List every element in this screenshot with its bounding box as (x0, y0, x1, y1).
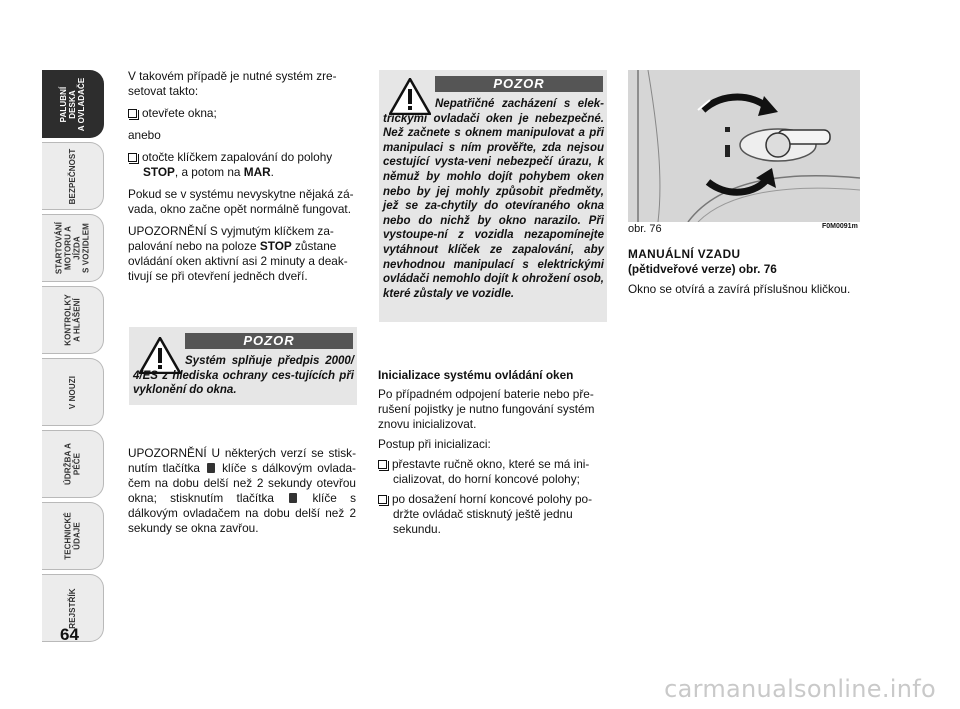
tab-rejstrik[interactable]: REJSTŘÍK (42, 574, 104, 642)
paragraph: Po případném odpojení baterie nebo pře-rušení pojistky je nutno fungování systém znovu inicializovat. (378, 387, 595, 431)
tab-kontrolky[interactable]: KONTROLKY A HLÁŠENÍ (42, 286, 104, 354)
checkbox-bullet-icon (378, 495, 387, 504)
paragraph: anebo (128, 128, 161, 142)
section-heading: MANUÁLNÍ VZADU (628, 247, 741, 261)
checkbox-bullet-icon (128, 153, 137, 162)
unlock-icon (289, 493, 297, 503)
figure-code: F0M0091m (822, 223, 858, 230)
section-heading: Inicializace systému ovládání oken (378, 368, 574, 382)
checkbox-bullet-icon (378, 460, 387, 469)
bullet-item: otočte klíčkem zapalování do polohy STOP, a potom na MAR. (128, 150, 356, 180)
tab-palubni-deska[interactable]: PALUBNÍ DESKA A OVLADAČE (42, 70, 104, 138)
tab-udrzba[interactable]: ÚDRŽBA A PÉČE (42, 430, 104, 498)
warning-box (379, 70, 607, 322)
warning-title: POZOR (435, 76, 603, 92)
window-crank-illustration (628, 70, 860, 222)
section-subheading: (pětidveřové verze) obr. 76 (628, 262, 777, 276)
note-paragraph: UPOZORNĚNÍ S vyjmutým klíčkem za-palování nebo na poloze STOP zůstane ovládání oken aktivní asi 2 minuty a deak-tivují se při otevření jedněch dveří. (128, 224, 348, 283)
column-2 (378, 368, 608, 544)
tab-technicke-udaje[interactable]: TECHNICKÉ ÚDAJE (42, 502, 104, 570)
bullet-item: přestavte ručně okno, které se má ini-cializovat, do horní koncové polohy; (378, 457, 608, 487)
page-number: 64 (60, 625, 79, 644)
paragraph: Okno se otvírá a zavírá příslušnou kličkou. (628, 282, 851, 296)
warning-text: Nepatřičné zacházení s elek-trickými ovladači oken je nebezpečné. Než začnete s oknem manipulovat a při manipulaci s ním prověřte, zda nejsou cestující vysta-veni nebezpečí úrazu, k němuž by mohlo dojít pohybem oken nebo by jej mohly způsobit předměty, jež se za-chytily do otevíraného okna nebo do nichž by okno narazilo. Při vystoupe-ní z vozidla nezapomínejte vytáhnout klíček ze zapalování, aby nevhodnou manipulací s elektrickými ovládači nemohlo dojít k ohrožení osob, které zůstaly ve vozidle. (383, 98, 604, 300)
bullet-item: otevřete okna; (128, 106, 356, 121)
lock-icon (207, 463, 215, 473)
note-paragraph: UPOZORNĚNÍ U některých verzí se stisk-nutím tlačítka klíče s dálkovým ovlada-čem na dobu delší než 2 sekundy otevřou okna; stisknutím tlačítka klíče s dálkovým ovladačem na dobu delší než 2 sekundy se okna zavřou. (128, 446, 356, 535)
warning-text: Systém splňuje předpis 2000/ 4/ES z hlediska ochrany ces-tujících při vyklonění do okna. (133, 355, 354, 397)
figure-caption: obr. 76 (628, 223, 662, 235)
paragraph: Pokud se v systému nevyskytne nějaká zá-vada, okno začne opět normálně fungovat. (128, 187, 354, 216)
paragraph: V takovém případě je nutné systém zre-setovat takto: (128, 69, 337, 98)
paragraph: Postup při inicializaci: (378, 437, 491, 451)
bullet-item: po dosažení horní koncové polohy po-držte ovládač stisknutý ještě jednu sekundu. (378, 492, 608, 537)
watermark: carmanualsonline.info (664, 675, 936, 703)
warning-title: POZOR (185, 333, 353, 349)
warning-box (129, 327, 357, 405)
tab-bezpecnost[interactable]: BEZPEČNOST (42, 142, 104, 210)
tab-v-nouzi[interactable]: V NOUZI (42, 358, 104, 426)
column-3 (628, 247, 863, 304)
column-1 (128, 69, 356, 291)
figure-window-crank (628, 70, 860, 222)
column-1-lower (128, 446, 356, 543)
checkbox-bullet-icon (128, 109, 137, 118)
tab-startovani[interactable]: STARTOVÁNÍ MOTORU A JÍZDA S VOZIDLEM (42, 214, 104, 282)
